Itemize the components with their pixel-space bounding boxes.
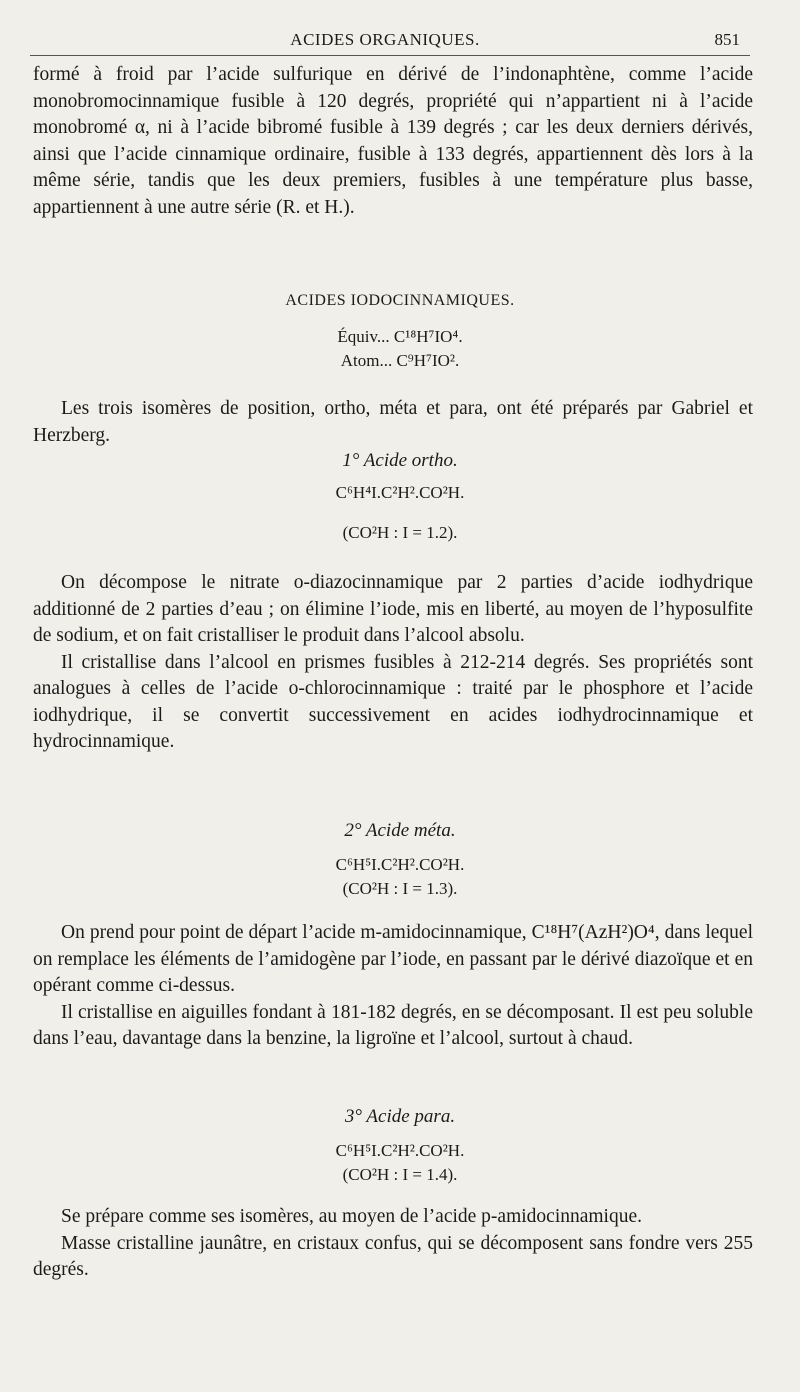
para-heading: 3° Acide para. xyxy=(344,1106,456,1127)
para-paragraph-1: Se prépare comme ses isomères, au moyen de l’acide p-amidocinnamique. xyxy=(61,1206,643,1227)
para-formula-2: (CO²H : I = 1.4). xyxy=(342,1165,458,1184)
section-heading: ACIDES IODOCINNAMIQUES. xyxy=(285,292,515,309)
para-text-block xyxy=(33,1204,753,1284)
formula-equiv: Équiv... C¹⁸H⁷IO⁴. xyxy=(337,327,463,346)
isomers-paragraph: Les trois isomères de position, ortho, méta et para, ont été préparés par Gabriel et Herzberg. xyxy=(33,398,753,446)
formula-atom: Atom... C⁹H⁷IO². xyxy=(340,351,460,370)
intro-block xyxy=(33,62,753,221)
isomers-block xyxy=(33,396,753,449)
meta-text-block xyxy=(33,920,753,1053)
para-paragraph-2: Masse cristalline jaunâtre, en cristaux confus, qui se décomposent sans fondre vers 255 degrés. xyxy=(33,1232,753,1280)
meta-paragraph-2: Il cristallise en aiguilles fondant à 181-182 degrés, en se décomposant. Il est peu soluble dans l’eau, davantage dans la benzine, la ligroïne et l’alcool, surtout à chaud. xyxy=(33,1001,753,1049)
meta-formula-2: (CO²H : I = 1.3). xyxy=(342,879,458,898)
running-header xyxy=(30,24,740,54)
meta-paragraph-1: On prend pour point de départ l’acide m-amidocinnamique, C¹⁸H⁷(AzH²)O⁴, dans lequel on remplace les éléments de l’amidogène par l’iode, en passant par le dérivé diazoïque et en opérant comme ci-dessus. xyxy=(33,922,753,996)
para-formula-1: C⁶H⁵I.C²H².CO²H. xyxy=(335,1141,465,1160)
ortho-formula-1: C⁶H⁴I.C²H².CO²H. xyxy=(335,483,465,502)
ortho-text-block xyxy=(33,570,753,756)
ortho-paragraph-2: Il cristallise dans l’alcool en prismes fusibles à 212-214 degrés. Ses propriétés sont analogues à celles de l’acide o-chlorocinnamique : traité par le phosphore et l’acide iodhydrique, il se convertit successivement en acides iodhydrocinnamique et hydrocinnamique. xyxy=(33,651,753,752)
header-title: ACIDES ORGANIQUES. xyxy=(290,30,480,49)
page-number: 851 xyxy=(714,30,740,49)
ortho-paragraph-1: On décompose le nitrate o-diazocinnamique par 2 parties d’acide iodhydrique additionné de 2 parties d’eau ; on élimine l’iode, mis en liberté, au moyen de l’hyposulfite de sodium, et on fait cristalliser le produit dans l’alcool absolu. xyxy=(33,572,753,646)
header-rule xyxy=(30,55,750,56)
meta-heading: 2° Acide méta. xyxy=(344,820,456,841)
intro-paragraph: formé à froid par l’acide sulfurique en dérivé de l’indonaphtène, comme l’acide monobromocinnamique fusible à 120 degrés, propriété qui n’appartient ni à l’acide monobromé α, ni à l’acide bibromé fusible à 139 degrés ; car les deux derniers dérivés, ainsi que l’acide cinnamique ordinaire, fusible à 133 degrés, appartiennent dès lors à la même série, tandis que les deux premiers, fusibles à une température plus basse, appartiennent à une autre série (R. et H.). xyxy=(33,64,753,218)
meta-formula-1: C⁶H⁵I.C²H².CO²H. xyxy=(335,855,465,874)
ortho-formula-2: (CO²H : I = 1.2). xyxy=(342,523,458,542)
ortho-heading: 1° Acide ortho. xyxy=(342,450,458,471)
